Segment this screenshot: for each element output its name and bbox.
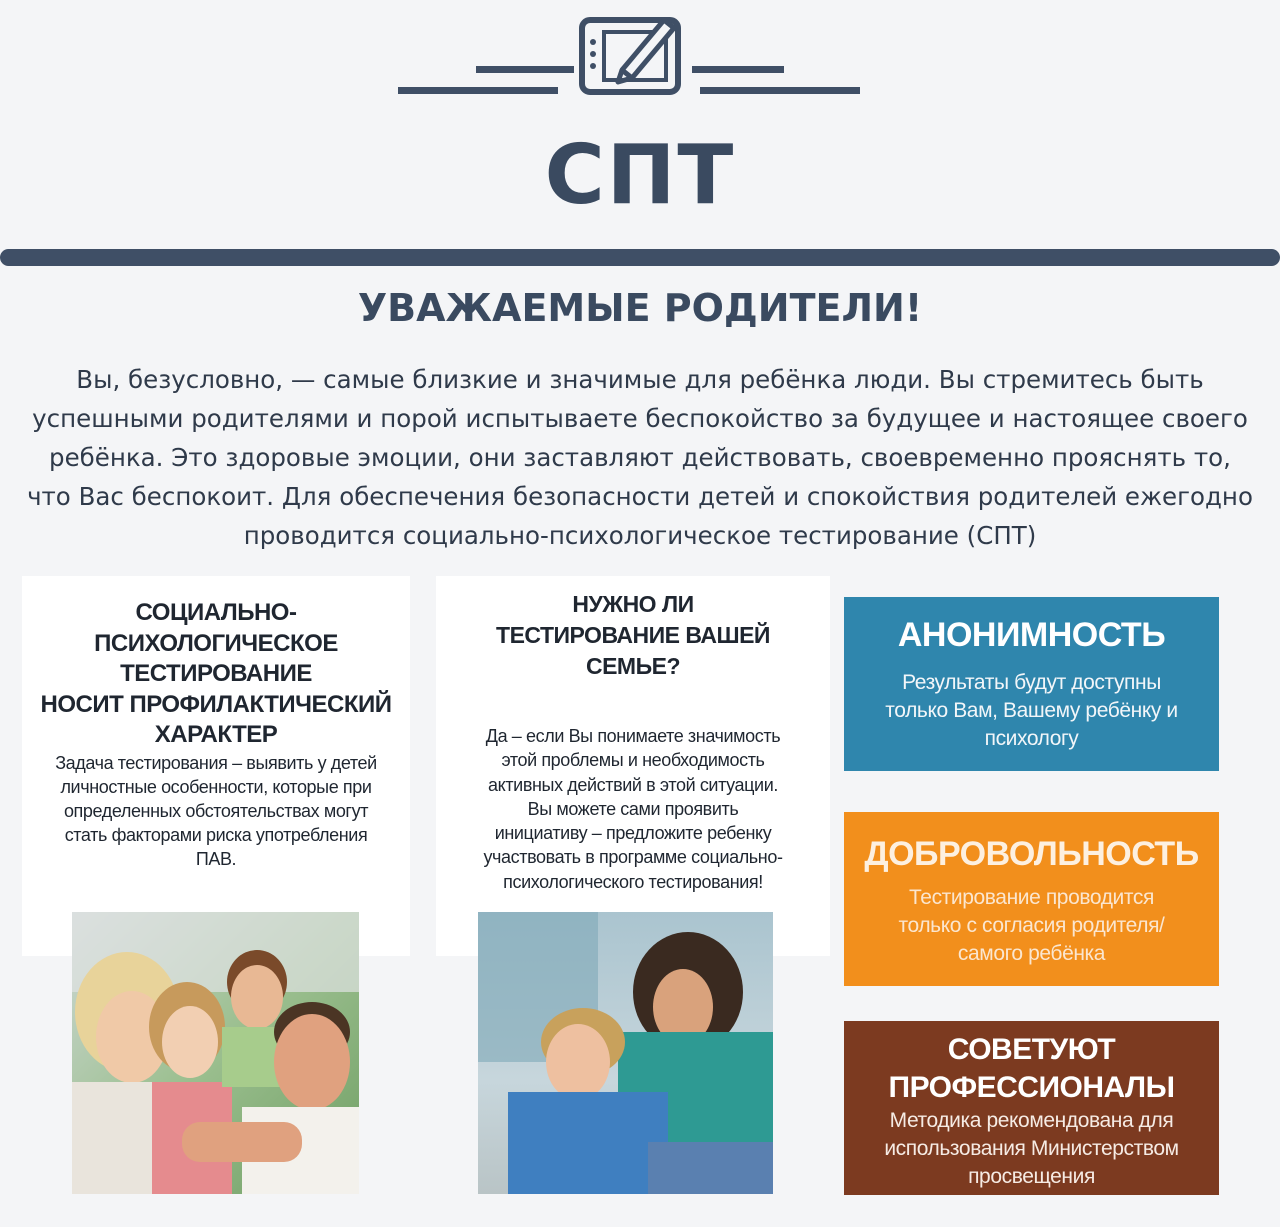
body-line: стать факторами риска употребления [64, 824, 368, 845]
heading-line: СОЦИАЛЬНО- [135, 599, 297, 626]
anonymity-title: АНОНИМНОСТЬ [897, 616, 1166, 654]
intro-line: что Вас беспокоит. Для обеспечения безопасности детей и спокойствия родителей ежегодно [27, 482, 1253, 511]
page-subtitle: УВАЖАЕМЫЕ РОДИТЕЛИ! [357, 286, 923, 330]
text-line: психологу [984, 727, 1079, 750]
text-line: Методика рекомендована для [889, 1109, 1174, 1132]
intro-line: ребёнка. Это здоровые эмоции, они заставляют действовать, своевременно прояснять то, [49, 443, 1231, 472]
professionals-text [844, 1107, 1219, 1191]
need-testing-card-body [436, 682, 830, 894]
header-decoration [0, 0, 1280, 110]
family-photo [72, 912, 359, 1194]
text-line: Тестирование проводится [909, 886, 1154, 909]
drawing-tablet-pen-icon [578, 10, 688, 100]
heading-line: СЕМЬЕ? [585, 653, 681, 679]
body-line: личностные особенности, которые при [60, 776, 372, 797]
text-line: самого ребёнка [957, 942, 1106, 965]
body-line: этой проблемы и необходимость [501, 750, 765, 771]
body-line: инициативу – предложите ребенку [494, 823, 772, 844]
title-line: СОВЕТУЮТ [947, 1033, 1116, 1066]
text-line: только Вам, Вашему ребёнку и [885, 699, 1178, 722]
anonymity-box [844, 597, 1219, 771]
heading-line: ПСИХОЛОГИЧЕСКОЕ [94, 629, 338, 657]
body-line: определенных обстоятельствах могут [63, 800, 369, 821]
professionals-box [844, 1021, 1219, 1195]
intro-line: успешными родителями и порой испытываете беспокойство за будущее и настоящее своего [32, 404, 1248, 433]
heading-line: НУЖНО ЛИ [572, 591, 694, 617]
text-line: Результаты будут доступны [902, 671, 1161, 694]
preventive-card-heading [22, 576, 410, 751]
text-line: только с согласия родителя/ [898, 914, 1165, 937]
body-line: активных действий в этой ситуации. [488, 774, 778, 795]
preventive-card-body [22, 751, 410, 871]
header-line-right-top [700, 87, 860, 94]
body-line: участвовать в программе социально- [483, 847, 783, 868]
voluntary-text [844, 874, 1219, 968]
heading-line: ТЕСТИРОВАНИЕ ВАШЕЙ [496, 622, 770, 648]
header-line-right-mid [692, 66, 784, 73]
header-divider [0, 249, 1280, 266]
body-line: Да – если Вы понимаете значимость [485, 726, 781, 746]
body-line: психологического тестирования! [503, 871, 763, 892]
need-testing-card-heading [436, 576, 830, 682]
heading-line: ТЕСТИРОВАНИЕ [120, 660, 312, 687]
professionals-title [844, 1021, 1219, 1107]
intro-paragraph [20, 360, 1260, 555]
parent-child-photo [478, 912, 773, 1194]
body-line: Вы можете сами проявить [527, 798, 739, 819]
preventive-card [22, 576, 410, 956]
voluntary-title: ДОБРОВОЛЬНОСТЬ [864, 835, 1199, 873]
anonymity-text [844, 655, 1219, 753]
page-title: СПТ [544, 128, 736, 223]
header-line-left-mid [476, 66, 574, 73]
voluntary-box [844, 812, 1219, 986]
need-testing-card [436, 576, 830, 956]
heading-line: ХАРАКТЕР [154, 721, 278, 748]
intro-line: Вы, безусловно, — самые близкие и значимые для ребёнка люди. Вы стремитесь быть [76, 365, 1204, 394]
header-line-left-top [398, 87, 558, 94]
heading-line: НОСИТ ПРОФИЛАКТИЧЕСКИЙ [40, 690, 392, 718]
intro-line: проводится социально-психологическое тестирование (СПТ) [243, 521, 1037, 550]
title-line: ПРОФЕССИОНАЛЫ [888, 1071, 1175, 1104]
text-line: просвещения [968, 1165, 1095, 1188]
body-line: Задача тестирования – выявить у детей [55, 752, 377, 773]
body-line: ПАВ. [195, 848, 237, 869]
text-line: использования Министерством [884, 1137, 1179, 1160]
